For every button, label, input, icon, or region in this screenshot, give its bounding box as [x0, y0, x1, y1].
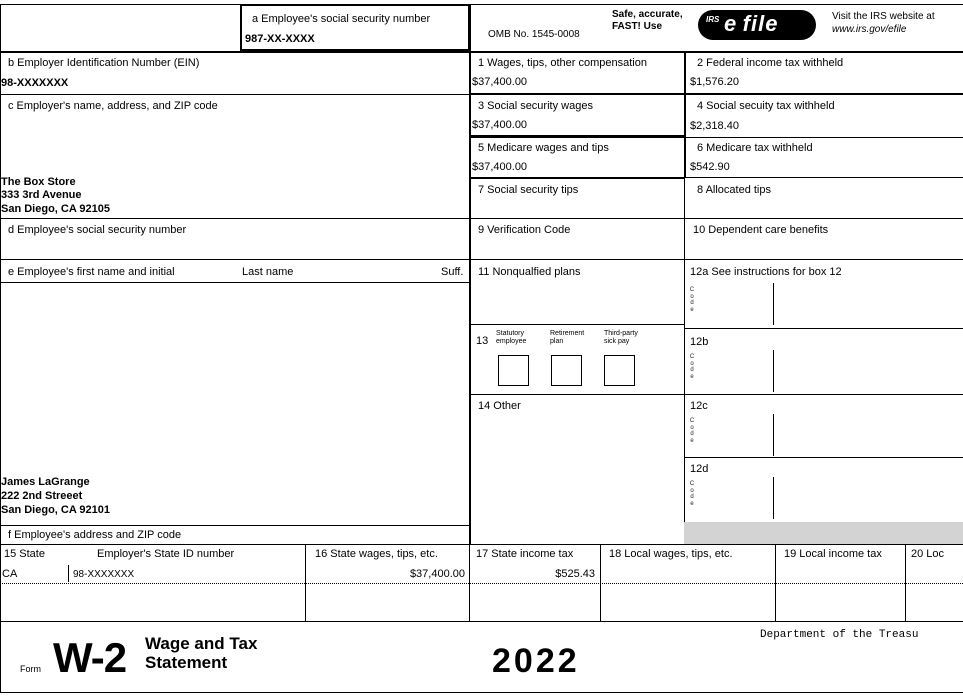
box13-thirdparty-label: Third-party sick pay [604, 330, 638, 345]
box17-label: 17 State income tax [476, 548, 574, 560]
ein-label: b Employer Identification Number (EIN) [8, 57, 200, 69]
row-line-13 [469, 394, 684, 395]
box2-label: 2 Federal income tax withheld [697, 57, 844, 69]
box12c-label: 12c [690, 400, 708, 412]
employee-ssn-label: d Employee's social security number [8, 224, 187, 236]
tax-year: 2022 [492, 642, 580, 680]
employee-city[interactable]: San Diego, CA 92101 [1, 504, 111, 516]
state-id-divider [68, 565, 69, 582]
box12d-label: 12d [690, 463, 709, 475]
box1-right-edge [684, 51, 686, 94]
box18-label: 18 Local wages, tips, etc. [609, 548, 733, 560]
box12a-label: 12a See instructions for box 12 [690, 266, 842, 278]
irs-small: IRS [706, 15, 720, 24]
employee-last-label: Last name [242, 266, 294, 278]
box3-value[interactable]: $37,400.00 [472, 119, 528, 131]
form-title-line1: Wage and Tax [145, 634, 258, 653]
top-border [0, 4, 963, 5]
form-code: W-2 [53, 634, 127, 681]
box8-label: 8 Allocated tips [697, 184, 771, 196]
safe-text: Safe, accurate, [612, 9, 683, 20]
employee-first-label: e Employee's first name and initial [8, 266, 175, 278]
box3-label: 3 Social security wages [478, 100, 593, 112]
row-line-1-2 [469, 93, 963, 95]
employer-name[interactable]: The Box Store [1, 176, 76, 188]
box15-label: 15 State [4, 548, 45, 560]
row-line-1 [0, 51, 963, 53]
row-line-12c [684, 457, 963, 458]
box12d-code: C o d e [689, 481, 695, 507]
row-line-11 [469, 324, 684, 325]
ein-value[interactable]: 98-XXXXXXX [1, 77, 69, 89]
box12c-code: C o d e [689, 418, 695, 444]
box5-bottom-edge [469, 177, 685, 179]
row-line-12b [684, 394, 963, 395]
state-id[interactable]: 98-XXXXXXX [73, 569, 135, 580]
box13-label: 13 [476, 335, 489, 347]
bottom-border [0, 692, 963, 693]
box16-label: 16 State wages, tips, etc. [315, 548, 438, 560]
box15-id-label: Employer's State ID number [97, 548, 235, 560]
box1-label: 1 Wages, tips, other compensation [478, 57, 647, 69]
retirement-plan-checkbox[interactable] [551, 355, 582, 386]
box5-right-edge [684, 137, 686, 178]
row-line-e [0, 282, 469, 283]
efile-logo [698, 10, 816, 40]
ssn-label: a Employee's social security number [252, 13, 431, 25]
efile-logo-text: e file [724, 11, 779, 36]
box2-value[interactable]: $1,576.20 [690, 76, 739, 88]
divider-left-center [469, 4, 471, 544]
box20-label: 20 Loc [911, 548, 945, 560]
form-word: Form [20, 664, 41, 674]
state-wages[interactable]: $37,400.00 [409, 568, 465, 580]
visit-line2[interactable]: www.irs.gov/efile [832, 24, 907, 35]
box5-value[interactable]: $37,400.00 [472, 161, 528, 173]
row-line-c [0, 218, 963, 219]
left-border [0, 4, 1, 692]
third-party-sick-pay-checkbox[interactable] [604, 355, 635, 386]
state-code[interactable]: CA [2, 568, 18, 580]
box11-label: 11 Nonqualfied plans [478, 266, 581, 278]
box9-label: 9 Verification Code [478, 224, 571, 236]
box3-bottom-edge [469, 135, 685, 137]
box3-right-edge [684, 94, 686, 137]
row-line-ein [0, 94, 469, 95]
box5-label: 5 Medicare wages and tips [478, 142, 609, 154]
department-text: Department of the Treasu [760, 629, 919, 641]
box6-label: 6 Medicare tax withheld [697, 142, 813, 154]
box14-label: 14 Other [478, 400, 521, 412]
box13-retirement-label: Retirement plan [550, 330, 585, 345]
employee-name[interactable]: James LaGrange [1, 476, 90, 488]
row-line-f [0, 525, 469, 526]
box12a-code-divider [773, 283, 774, 325]
box4-label: 4 Social secuity tax withheld [697, 100, 835, 112]
ssn-value[interactable]: 987-XX-XXXX [245, 33, 315, 45]
employer-city[interactable]: San Diego, CA 92105 [1, 203, 111, 215]
box12c-code-divider [773, 414, 774, 456]
box6-value[interactable]: $542.90 [690, 161, 730, 173]
box12b-code-divider [773, 350, 774, 392]
state-dotted-line [0, 583, 963, 584]
employer-street[interactable]: 333 3rd Avenue [1, 189, 82, 201]
box1-value[interactable]: $37,400.00 [472, 76, 528, 88]
row-line-state-bottom [0, 621, 963, 622]
box4-value[interactable]: $2,318.40 [690, 120, 739, 132]
shaded-box [684, 522, 963, 544]
form-title-line2: Statement [145, 653, 228, 672]
employee-address-label: f Employee's address and ZIP code [8, 529, 182, 541]
row-line-12a [684, 328, 963, 329]
box12b-code: C o d e [689, 354, 695, 380]
employer-name-label: c Employer's name, address, and ZIP code [8, 100, 218, 112]
box12a-code: C o d e [689, 287, 695, 313]
statutory-employee-checkbox[interactable] [498, 355, 529, 386]
employee-suff-label: Suff. [441, 266, 464, 278]
box19-label: 19 Local income tax [784, 548, 882, 560]
row-line-state-top [0, 544, 963, 545]
box12d-code-divider [773, 477, 774, 519]
row-line-3-4 [469, 137, 963, 138]
visit-line1: Visit the IRS website at [832, 11, 935, 22]
box10-label: 10 Dependent care benefits [693, 224, 829, 236]
box12b-label: 12b [690, 336, 709, 348]
fast-text: FAST! Use [612, 21, 663, 32]
omb-number: OMB No. 1545-0008 [488, 29, 580, 40]
box7-label: 7 Social security tips [478, 184, 579, 196]
employee-street[interactable]: 222 2nd Streeet [1, 490, 83, 502]
state-income-tax[interactable]: $525.43 [555, 568, 595, 580]
row-line-d [0, 259, 963, 260]
box13-statutory-label: Statutory employee [496, 330, 527, 345]
